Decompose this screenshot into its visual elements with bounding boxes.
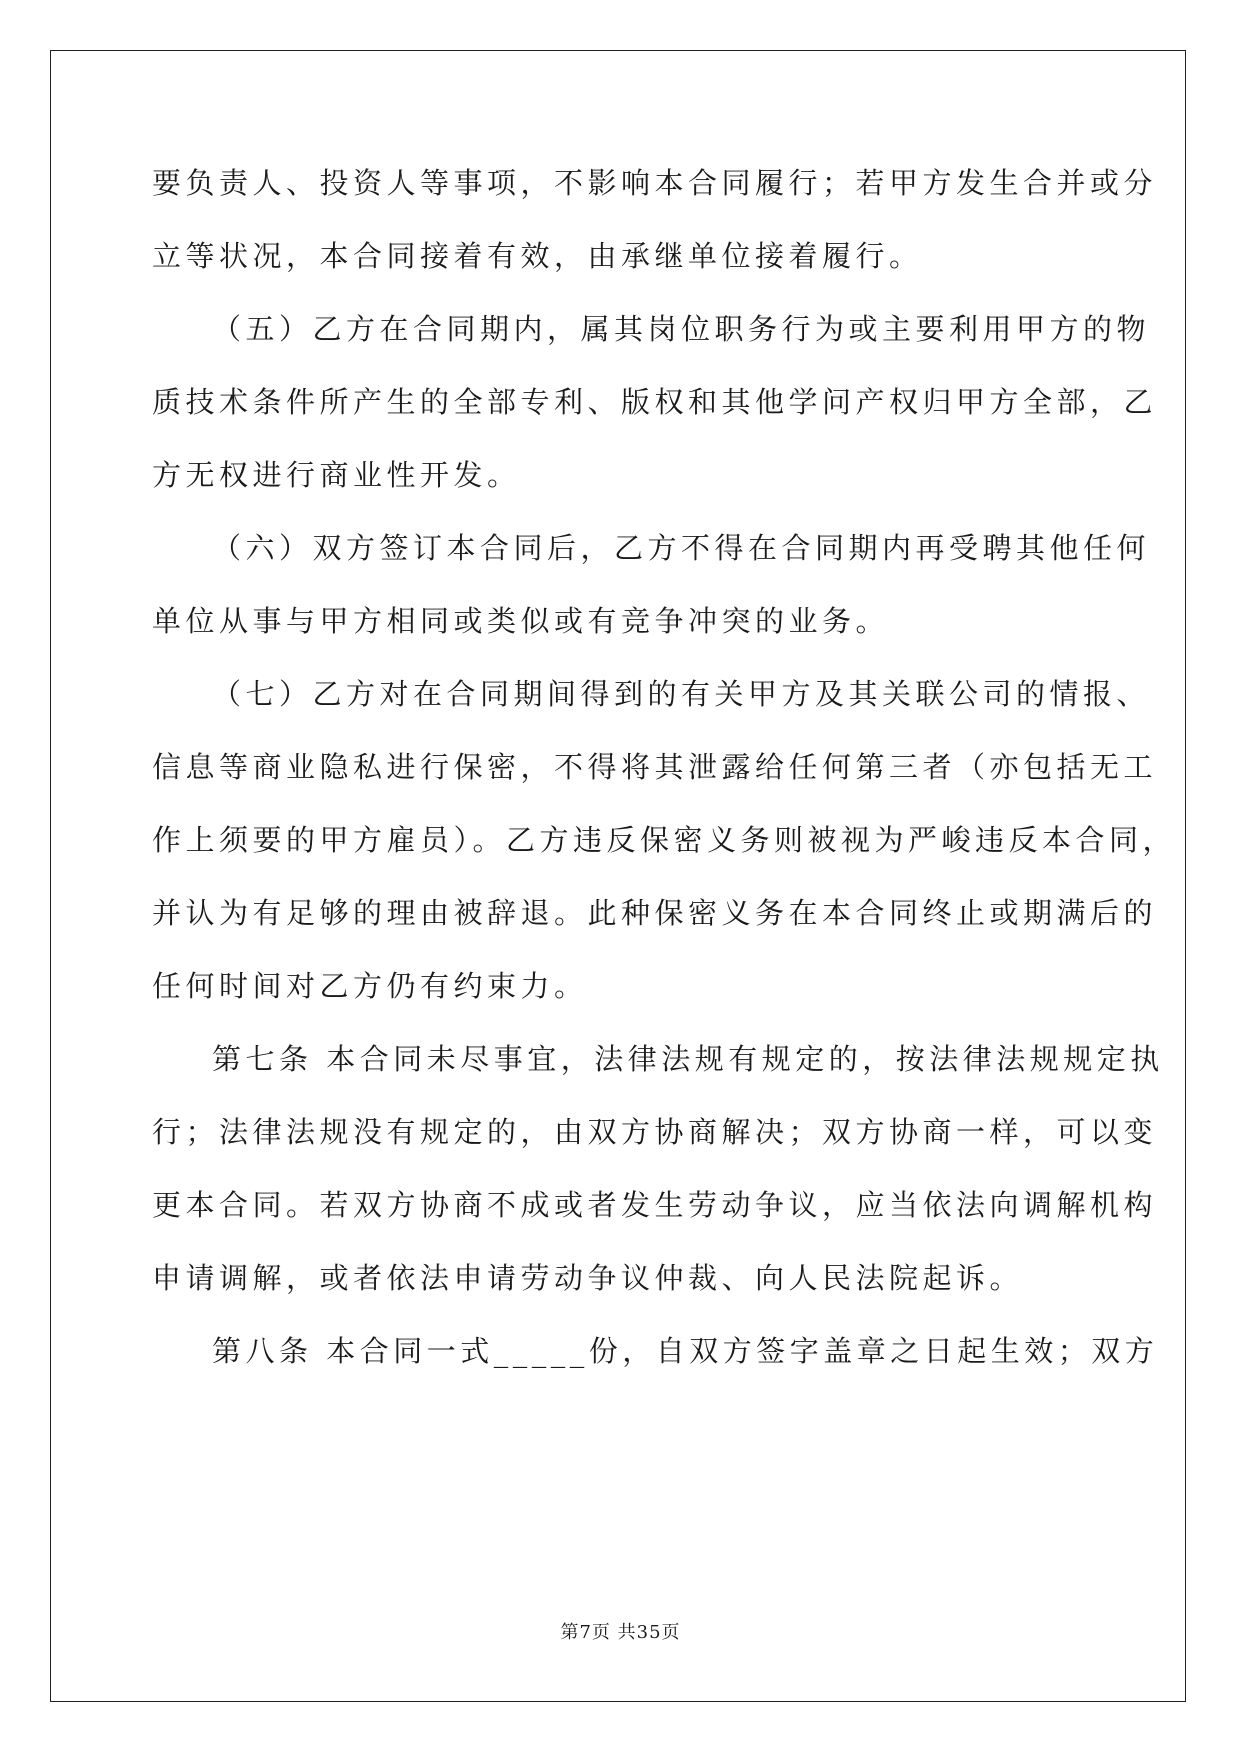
text-line: 作上须要的甲方雇员）。乙方违反保密义务则被视为严峻违反本合同， xyxy=(152,823,1177,857)
text-line: 更本合同。若双方协商不成或者发生劳动争议，应当依法向调解机构 xyxy=(152,1188,1158,1222)
text-line: 任何时间对乙方仍有约束力。 xyxy=(152,969,588,1003)
text-line: 要负责人、投资人等事项，不影响本合同履行；若甲方发生合并或分 xyxy=(152,166,1158,200)
text-line: 单位从事与甲方相同或类似或有竞争冲突的业务。 xyxy=(152,604,890,638)
text-line: 第八条 本合同一式_____份，自双方签字盖章之日起生效；双方 xyxy=(212,1334,1159,1368)
text-line: 行；法律法规没有规定的，由双方协商解决；双方协商一样，可以变 xyxy=(152,1115,1158,1149)
page-number: 第7页 共35页 xyxy=(560,1622,681,1643)
text-line: （六）双方签订本合同后，乙方不得在合同期内再受聘其他任何 xyxy=(212,531,1151,565)
text-line: 申请调解，或者依法申请劳动争议仲裁、向人民法院起诉。 xyxy=(152,1261,1024,1295)
text-line: 质技术条件所产生的全部专利、版权和其他学问产权归甲方全部，乙 xyxy=(152,385,1158,419)
text-line: 并认为有足够的理由被辞退。此种保密义务在本合同终止或期满后的 xyxy=(152,896,1158,930)
text-line: 立等状况，本合同接着有效，由承继单位接着履行。 xyxy=(152,239,923,273)
text-line: 方无权进行商业性开发。 xyxy=(152,458,521,492)
text-line: （五）乙方在合同期内，属其岗位职务行为或主要利用甲方的物 xyxy=(212,312,1151,346)
text-line: 第七条 本合同未尽事宜，法律法规有规定的，按法律法规规定执 xyxy=(212,1042,1164,1076)
text-line: 信息等商业隐私进行保密，不得将其泄露给任何第三者（亦包括无工 xyxy=(152,750,1158,784)
text-line: （七）乙方对在合同期间得到的有关甲方及其关联公司的情报、 xyxy=(212,677,1151,711)
page-border xyxy=(50,50,1186,1702)
